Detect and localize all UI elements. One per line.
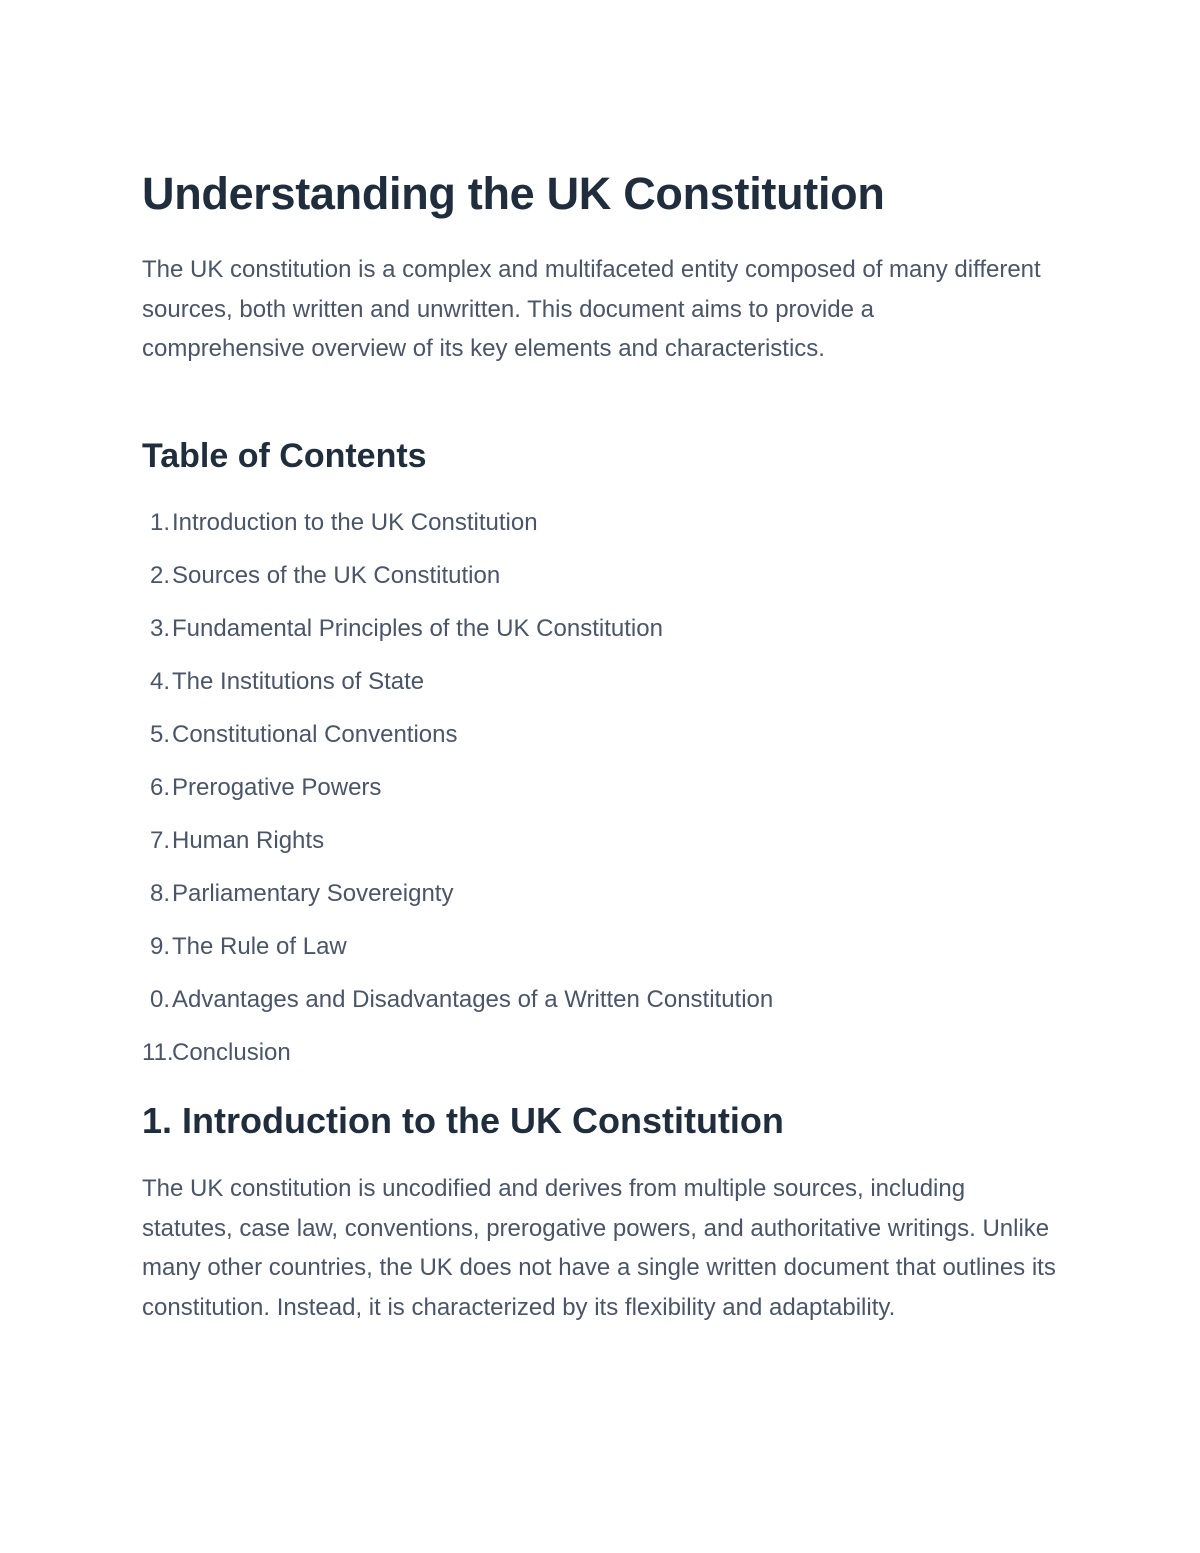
toc-item [142,770,773,823]
toc-item-title: Parliamentary Sovereignty [172,880,454,907]
toc-item [142,929,773,982]
document-title: Understanding the UK Constitution [142,168,885,219]
section-heading: 1. Introduction to the UK Constitution [142,1100,784,1141]
toc-item-title: Human Rights [172,827,325,854]
toc-item-number: 0. [149,986,170,1013]
section-paragraph: The UK constitution is uncodified and derives from multiple sources, including statutes, case law, conventions, prerogative powers, and authoritative writings. Unlike many other countries, the UK does not have a single written document that outlines its constitution. Instead, it is characterized by its flexibility and adaptability. [142,1175,1056,1322]
toc-item-title: Constitutional Conventions [172,721,458,748]
toc-item-title: Fundamental Principles of the UK Constitution [172,615,663,642]
toc-heading: Table of Contents [142,437,427,475]
toc-item-number: 1. [149,509,170,536]
toc-item [142,505,773,558]
toc-item [142,876,773,929]
intro-paragraph: The UK constitution is a complex and multifaceted entity composed of many different sources, both written and unwritten. This document aims to provide a comprehensive overview of its key elements and characteristics. [142,256,1041,363]
toc-item-number: 3. [149,615,170,642]
toc-item [142,1035,773,1088]
toc-item-number: 5. [149,721,170,748]
toc-item-title: Prerogative Powers [172,774,382,801]
toc-item [142,982,773,1035]
table-of-contents [142,505,773,1088]
toc-item-number: 9. [149,933,170,960]
toc-item [142,664,773,717]
toc-item-number: 2. [149,562,170,589]
toc-item [142,558,773,611]
toc-item-title: Sources of the UK Constitution [172,562,501,589]
toc-item [142,823,773,876]
toc-item-number: 11. [142,1039,174,1066]
toc-item-number: 8. [149,880,170,907]
toc-item-title: The Rule of Law [172,933,347,960]
toc-item [142,611,773,664]
toc-item-number: 6. [149,774,170,801]
toc-item [142,717,773,770]
toc-item-title: Advantages and Disadvantages of a Written Constitution [172,986,774,1013]
toc-item-title: Conclusion [172,1039,291,1066]
toc-item-title: The Institutions of State [172,668,425,695]
toc-item-title: Introduction to the UK Constitution [172,509,538,536]
toc-item-number: 7. [149,827,170,854]
toc-item-number: 4. [149,668,170,695]
